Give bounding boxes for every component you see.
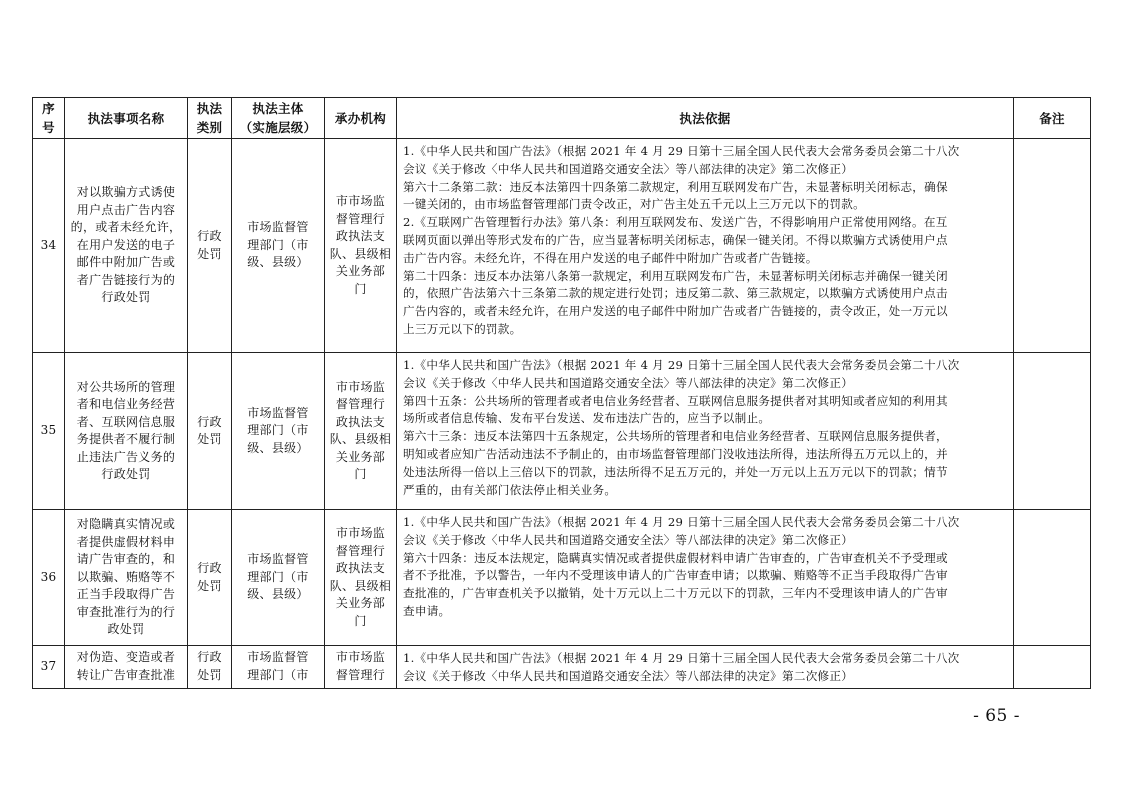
- legal-basis-line: 场所或者信息传输、发布平台发送、发布违法广告的，应当予以制止。: [403, 411, 771, 426]
- legal-basis-line: 会议《关于修改〈中华人民共和国道路交通安全法〉等八部法律的决定》第二次修正）: [403, 532, 854, 547]
- table-row: [33, 139, 1091, 353]
- header-note: 备注: [1014, 98, 1091, 139]
- legal-basis-line: 1.《中华人民共和国广告法》（根据 2021 年 4 月 29 日第十三届全国人民代表大会常务委员会第二十八次: [403, 651, 960, 665]
- legal-basis-line: 的，依照广告法第六十三条第二款的规定进行处罚；违反第二款、第三款规定，以欺骗方式诱使用户点击: [403, 286, 948, 301]
- enforcement-subject: 市场监督管 理部门（市: [232, 646, 325, 689]
- handling-organization: 市市场监 督管理行 政执法支 队、县级相 关业务部 门: [325, 139, 397, 353]
- legal-basis-line: 明知或者应知广告活动违法不予制止的，由市场监督管理部门没收违法所得，违法所得五万元以上的，并: [403, 446, 948, 461]
- legal-basis-line: 广告内容的，或者未经允许，在用户发送的电子邮件中附加广告或者广告链接的，责令改正，处一万元以: [403, 304, 948, 319]
- header-subject: 执法主体 （实施层级）: [232, 98, 325, 139]
- legal-basis: [397, 510, 1014, 646]
- header-category: 执法 类别: [188, 98, 232, 139]
- table-row: [33, 510, 1091, 646]
- legal-basis-line: 1.《中华人民共和国广告法》（根据 2021 年 4 月 29 日第十三届全国人民代表大会常务委员会第二十八次: [403, 144, 960, 158]
- note: [1014, 353, 1091, 510]
- enforcement-table: [32, 97, 1091, 689]
- legal-basis-line: 处违法所得一倍以上三倍以下的罚款，违法所得不足五万元的，并处一万元以上五万元以下的罚款；情节: [403, 464, 948, 479]
- table-body: [33, 139, 1091, 689]
- item-category: 行政 处罚: [188, 646, 232, 689]
- legal-basis: [397, 646, 1014, 689]
- legal-basis-line: 第六十四条：违反本法规定，隐瞒真实情况或者提供虚假材料申请广告审查的，广告审查机关不予受理或: [403, 550, 948, 565]
- legal-basis-line: 会议《关于修改〈中华人民共和国道路交通安全法〉等八部法律的决定》第二次修正）: [403, 161, 854, 176]
- legal-basis-line: 联网页面以弹出等形式发布的广告，应当显著标明关闭标志，确保一键关闭。不得以欺骗方式诱使用户点: [403, 232, 948, 247]
- row-number: 35: [33, 353, 65, 510]
- legal-basis-line: 一键关闭的，由市场监督管理部门责令改正，对广告主处五千元以上三万元以下的罚款。: [403, 197, 865, 212]
- legal-basis-line: 第四十五条：公共场所的管理者或者电信业务经营者、互联网信息服务提供者对其明知或者应知的利用其: [403, 393, 948, 408]
- handling-organization: 市市场监 督管理行 政执法支 队、县级相 关业务部 门: [325, 353, 397, 510]
- item-name: 对公共场所的管理 者和电信业务经营 者、互联网信息服 务提供者不履行制 止违法广告义务的 行政处罚: [65, 353, 188, 510]
- legal-basis-line: 者不予批准，予以警告，一年内不受理该申请人的广告审查申请；以欺骗、贿赂等不正当手段取得广告审: [403, 568, 948, 583]
- legal-basis-line: 第六十二条第二款：违反本法第四十四条第二款规定，利用互联网发布广告，未显著标明关闭标志，确保: [403, 179, 948, 194]
- header-org: 承办机构: [325, 98, 397, 139]
- legal-basis-line: 2.《互联网广告管理暂行办法》第八条：利用互联网发布、发送广告，不得影响用户正常使用网络。在互: [403, 215, 948, 230]
- enforcement-subject: 市场监督管 理部门（市 级、县级）: [232, 510, 325, 646]
- handling-organization: 市市场监 督管理行 政执法支 队、县级相 关业务部 门: [325, 510, 397, 646]
- item-category: 行政 处罚: [188, 510, 232, 646]
- header-name: 执法事项名称: [65, 98, 188, 139]
- enforcement-subject: 市场监督管 理部门（市 级、县级）: [232, 353, 325, 510]
- header-basis: 执法依据: [397, 98, 1014, 139]
- legal-basis-line: 1.《中华人民共和国广告法》（根据 2021 年 4 月 29 日第十三届全国人民代表大会常务委员会第二十八次: [403, 515, 960, 529]
- row-number: 36: [33, 510, 65, 646]
- note: [1014, 510, 1091, 646]
- legal-basis-line: 查批准的，广告审查机关予以撤销，处十万元以上二十万元以下的罚款，三年内不受理该申请人的广告审: [403, 586, 948, 601]
- legal-basis-line: 上三万元以下的罚款。: [403, 321, 522, 336]
- item-name: 对以欺骗方式诱使 用户点击广告内容 的，或者未经允许， 在用户发送的电子 邮件中附加广告或 者广告链接行为的 行政处罚: [65, 139, 188, 353]
- legal-basis-line: 会议《关于修改〈中华人民共和国道路交通安全法〉等八部法律的决定》第二次修正）: [403, 668, 854, 683]
- legal-basis-line: 第六十三条：违反本法第四十五条规定，公共场所的管理者和电信业务经营者、互联网信息服务提供者，: [403, 429, 948, 444]
- legal-basis-line: 1.《中华人民共和国广告法》（根据 2021 年 4 月 29 日第十三届全国人民代表大会常务委员会第二十八次: [403, 358, 960, 372]
- item-name: 对隐瞒真实情况或 者提供虚假材料申 请广告审查的，和 以欺骗、贿赂等不 正当手段取得广告 审查批准行为的行 政处罚: [65, 510, 188, 646]
- legal-basis-line: 击广告内容。未经允许，不得在用户发送的电子邮件中附加广告或者广告链接。: [403, 250, 818, 265]
- table-row: [33, 646, 1091, 689]
- handling-organization: 市市场监 督管理行: [325, 646, 397, 689]
- legal-basis-line: 第二十四条：违反本办法第八条第一款规定，利用互联网发布广告，未显著标明关闭标志并确保一键关闭: [403, 268, 948, 283]
- row-number: 34: [33, 139, 65, 353]
- legal-basis-line: 严重的，由有关部门依法停止相关业务。: [403, 482, 617, 497]
- table-row: [33, 353, 1091, 510]
- header-num: 序 号: [33, 98, 65, 139]
- note: [1014, 139, 1091, 353]
- item-category: 行政 处罚: [188, 139, 232, 353]
- legal-basis: [397, 353, 1014, 510]
- table-header-row: [33, 98, 1091, 139]
- enforcement-subject: 市场监督管 理部门（市 级、县级）: [232, 139, 325, 353]
- legal-basis-line: 会议《关于修改〈中华人民共和国道路交通安全法〉等八部法律的决定》第二次修正）: [403, 375, 854, 390]
- row-number: 37: [33, 646, 65, 689]
- legal-basis: [397, 139, 1014, 353]
- page-number: - 65 -: [973, 706, 1020, 726]
- item-category: 行政 处罚: [188, 353, 232, 510]
- legal-basis-line: 查申请。: [403, 603, 451, 618]
- item-name: 对伪造、变造或者 转让广告审查批准: [65, 646, 188, 689]
- note: [1014, 646, 1091, 689]
